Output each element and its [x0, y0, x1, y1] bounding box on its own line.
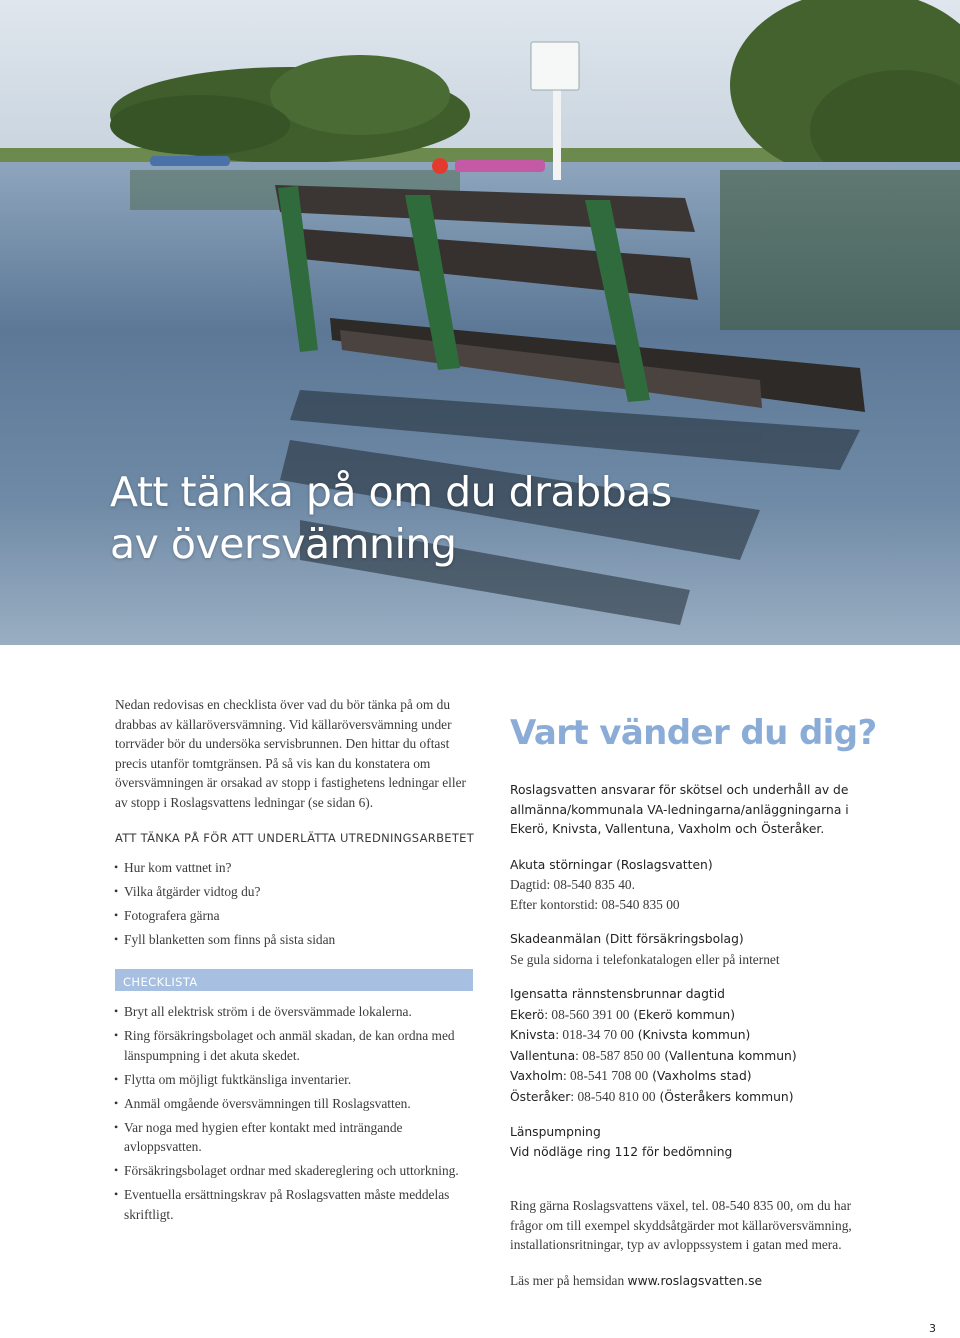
- hero-photo: [0, 0, 960, 645]
- list-item: • Var noga med hygien efter kontakt med inträngande avloppsvatten.: [115, 1118, 475, 1157]
- phone-number: : 08-560 391 00: [544, 1006, 630, 1022]
- municipality-label: Vallentuna: [510, 1048, 576, 1063]
- municipality-label: Ekerö: [510, 1007, 545, 1022]
- page-number: 3: [929, 1322, 936, 1335]
- gutter-row-vallentuna: [510, 1046, 880, 1067]
- read-more-prefix: Läs mer på hemsidan: [510, 1272, 628, 1288]
- list-item: • Hur kom vattnet in?: [115, 858, 475, 878]
- municipality-name: (Österåkers kommun): [655, 1089, 794, 1104]
- website-link[interactable]: www.roslagsvatten.se: [627, 1273, 763, 1288]
- read-more-line: [510, 1271, 880, 1292]
- gutter-section: [510, 985, 880, 1107]
- damage-title: Skadeanmälan (Ditt försäkringsbolag): [510, 932, 744, 946]
- phone-number: : 08-540 810 00: [570, 1088, 656, 1104]
- municipality-name: (Knivsta kommun): [633, 1028, 751, 1042]
- contact-heading: Vart vänder du dig?: [510, 713, 877, 753]
- list-item: • Fotografera gärna: [115, 906, 475, 926]
- hero-title-line-1: Att tänka på om du drabbas: [110, 468, 672, 516]
- pump-text: Vid nödläge ring 112 för bedömning: [510, 1144, 733, 1159]
- acute-title: Akuta störningar (Roslagsvatten): [510, 857, 713, 872]
- list-item: • Bryt all elektrisk ström i de översvämmade lokalerna.: [115, 1002, 475, 1022]
- left-column: [115, 695, 475, 1229]
- gutter-row-ekero: [510, 1005, 880, 1026]
- phone-number: : 08-541 708 00: [562, 1068, 649, 1083]
- municipality-label: Vaxholm: [510, 1069, 563, 1083]
- list-item: • Eventuella ersättningskrav på Roslagsvatten måste meddelas skriftligt.: [115, 1185, 475, 1224]
- phone-number: : 018-34 70 00: [555, 1027, 634, 1042]
- list-item: • Ring försäkringsbolaget och anmäl skadan, de kan ordna med länspumpning i det akuta skedet.: [115, 1026, 475, 1065]
- acute-day-phone: Dagtid: 08-540 835 40.: [510, 877, 635, 892]
- municipality-name: (Vallentuna kommun): [660, 1048, 797, 1063]
- damage-section: [510, 930, 880, 969]
- hero-title-line-2: av översvämning: [110, 520, 457, 568]
- phone-number: : 08-587 850 00: [575, 1047, 661, 1063]
- municipality-label: Österåker: [510, 1089, 571, 1104]
- gutter-title: Igensatta rännstensbrunnar dagtid: [510, 987, 725, 1001]
- acute-section: [510, 856, 880, 915]
- intro-paragraph: Nedan redovisas en checklista över vad du bör tänka på om du drabbas av källaröversvämning. Vid källaröversvämning under torrväder bör du undersöka servisbrunnen. Den hittar du oftast precis utanför tomtgränsen. På så vis kan du konstatera om översvämningen är orsakad av stopp i fastighetens ledningar eller av stopp i Roslagsvattens ledningar (se sidan 6).: [115, 697, 467, 810]
- hero-title: [110, 466, 810, 570]
- investigation-heading: ATT TÄNKA PÅ FÖR ATT UNDERLÄTTA UTREDNINGSARBETET: [115, 831, 475, 845]
- municipality-name: (Ekerö kommun): [629, 1007, 736, 1022]
- list-item: • Flytta om möjligt fuktkänsliga inventarier.: [115, 1070, 475, 1090]
- question-list: [115, 858, 475, 950]
- right-column: [510, 713, 880, 1291]
- checklist: [115, 1002, 475, 1224]
- acute-after-hours-phone: Efter kontorstid: 08-540 835 00: [510, 896, 680, 912]
- checklist-header-bar: CHECKLISTA: [115, 969, 473, 991]
- gutter-row-osteraker: [510, 1087, 880, 1108]
- outro-paragraph: Ring gärna Roslagsvattens växel, tel. 08-540 835 00, om du har frågor om till exempel skyddsåtgärder mot källaröversvämning, installationsritningar, typ av avloppssystem i gatan med mera.: [510, 1198, 852, 1252]
- damage-text: Se gula sidorna i telefonkatalogen eller på internet: [510, 951, 780, 967]
- pump-title: Länspumpning: [510, 1125, 601, 1139]
- responsibility-paragraph: Roslagsvatten ansvarar för skötsel och underhåll av de allmänna/kommunala VA-ledningarna/anläggningarna i Ekerö, Knivsta, Vallentuna, Vaxholm och Österåker.: [510, 783, 849, 836]
- municipality-name: (Vaxholms stad): [648, 1069, 752, 1083]
- list-item: • Försäkringsbolaget ordnar med skadereglering och uttorkning.: [115, 1161, 475, 1181]
- list-item: • Fyll blanketten som finns på sista sidan: [115, 930, 475, 950]
- pump-section: [510, 1123, 880, 1162]
- gutter-row-vaxholm: [510, 1066, 880, 1087]
- list-item: • Anmäl omgående översvämningen till Roslagsvatten.: [115, 1094, 475, 1114]
- municipality-label: Knivsta: [510, 1028, 556, 1042]
- list-item: • Vilka åtgärder vidtog du?: [115, 882, 475, 902]
- gutter-row-knivsta: [510, 1025, 880, 1046]
